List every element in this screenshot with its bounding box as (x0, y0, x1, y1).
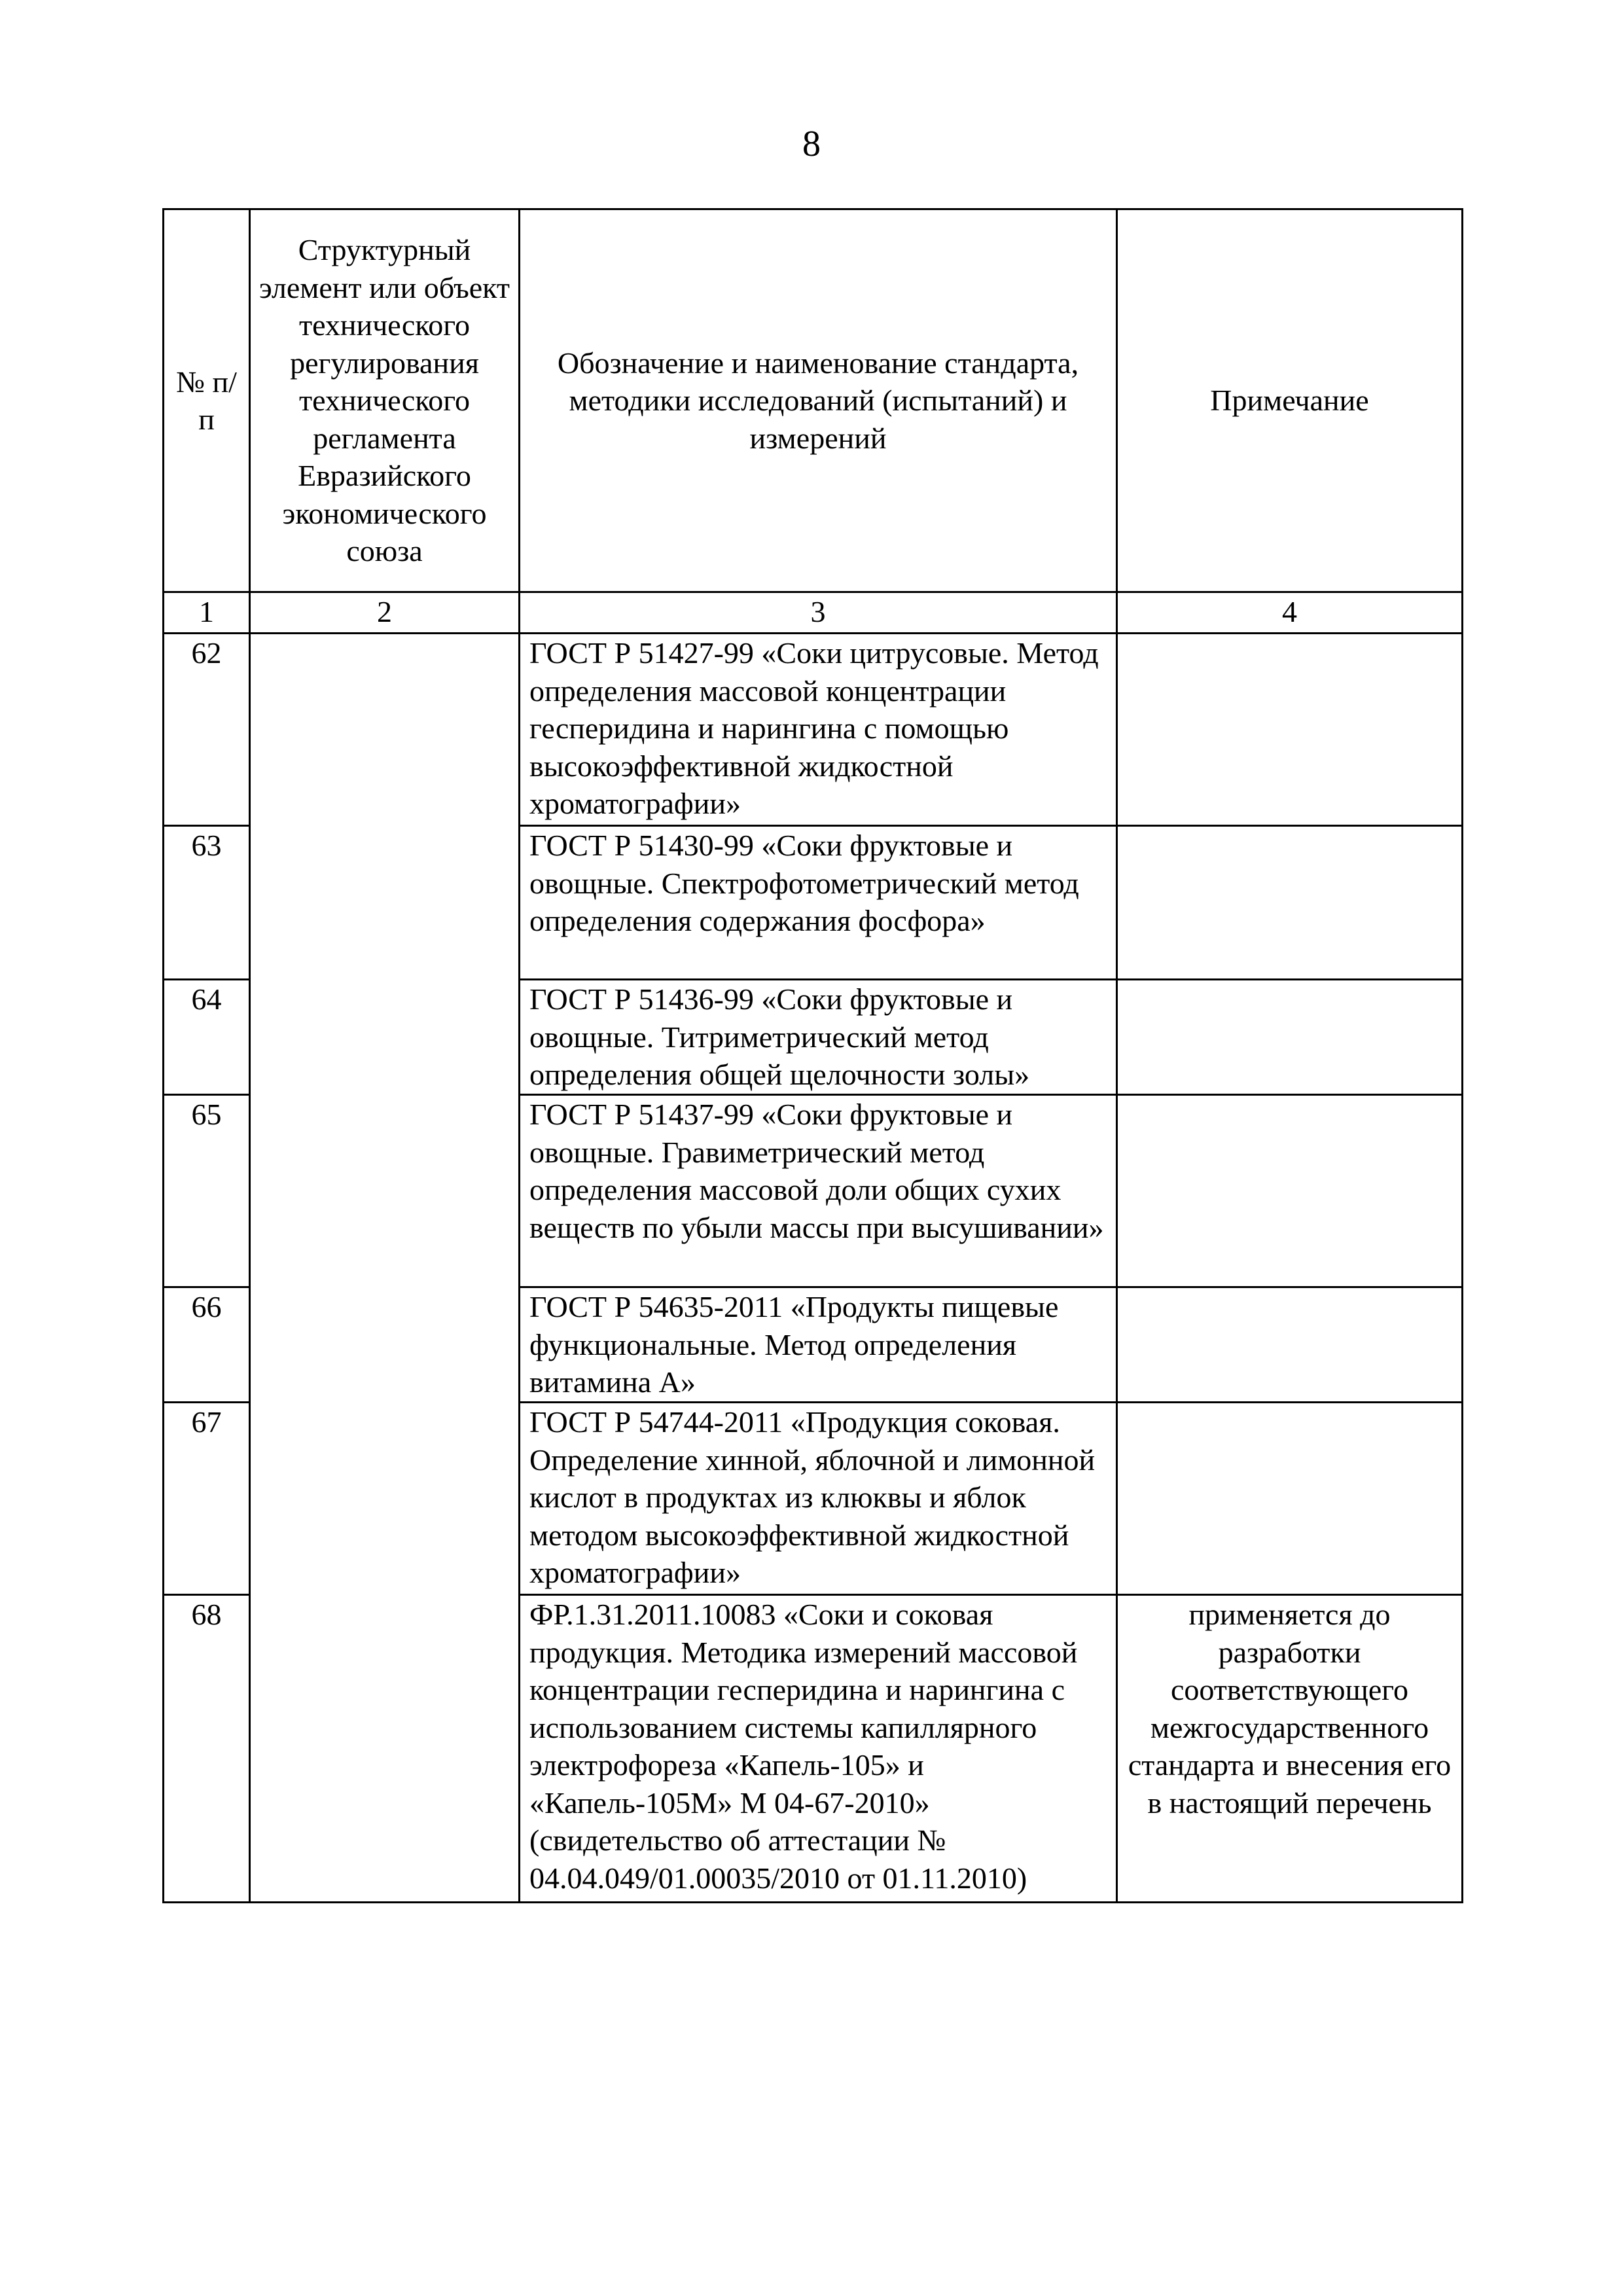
standard-cell: ГОСТ Р 54744-2011 «Продукция соковая. Определение хинной, яблочной и лимонной кислот в продуктах из клюквы и яблок методом высокоэффективной жидкостной хроматографии» (520, 1403, 1117, 1595)
standard-cell: ГОСТ Р 51427-99 «Соки цитрусовые. Метод определения массовой концентрации гесперидина и нарингина с помощью высокоэффективной жидкостной хроматографии» (520, 634, 1117, 826)
note-cell (1117, 980, 1463, 1095)
note-cell: применяется до разработки соответствующего межгосударственного стандарта и внесения его в настоящий перечень (1117, 1595, 1463, 1903)
note-cell (1117, 1287, 1463, 1403)
column-number: 2 (250, 592, 520, 634)
standard-cell: ФР.1.31.2011.10083 «Соки и соковая продукция. Методика измерений массовой концентрации гесперидина и нарингина с использованием системы капиллярного электрофореза «Капель-105» и «Капель-105М» М 04-67-2010» (свидетельство об аттестации № 04.04.049/01.00035/2010 от 01.11.2010) (520, 1595, 1117, 1903)
table-row (164, 634, 1463, 826)
row-number: 68 (164, 1595, 250, 1903)
standards-table (162, 208, 1463, 1903)
note-cell (1117, 1095, 1463, 1287)
note-cell (1117, 1403, 1463, 1595)
column-number: 4 (1117, 592, 1463, 634)
header-number: № п/п (164, 209, 250, 592)
header-note: Примечание (1117, 209, 1463, 592)
standard-cell: ГОСТ Р 51430-99 «Соки фруктовые и овощные. Спектрофотометрический метод определения содержания фосфора» (520, 826, 1117, 980)
row-number: 63 (164, 826, 250, 980)
row-number: 66 (164, 1287, 250, 1403)
header-standard-designation: Обозначение и наименование стандарта, методики исследований (испытаний) и измерений (520, 209, 1117, 592)
row-number: 64 (164, 980, 250, 1095)
column-number: 3 (520, 592, 1117, 634)
row-number: 65 (164, 1095, 250, 1287)
column-number-row (164, 592, 1463, 634)
header-structural-element: Структурный элемент или объект технического регулирования технического регламента Евразийского экономического союза (250, 209, 520, 592)
structural-element-cell (250, 634, 520, 1903)
page-number: 8 (802, 124, 821, 164)
standard-cell: ГОСТ Р 51436-99 «Соки фруктовые и овощные. Титриметрический метод определения общей щелочности золы» (520, 980, 1117, 1095)
standard-cell: ГОСТ Р 54635-2011 «Продукты пищевые функциональные. Метод определения витамина А» (520, 1287, 1117, 1403)
note-cell (1117, 634, 1463, 826)
column-number: 1 (164, 592, 250, 634)
standard-cell: ГОСТ Р 51437-99 «Соки фруктовые и овощные. Гравиметрический метод определения массовой доли общих сухих веществ по убыли массы при высушивании» (520, 1095, 1117, 1287)
note-cell (1117, 826, 1463, 980)
table-header-row (164, 209, 1463, 592)
row-number: 67 (164, 1403, 250, 1595)
row-number: 62 (164, 634, 250, 826)
